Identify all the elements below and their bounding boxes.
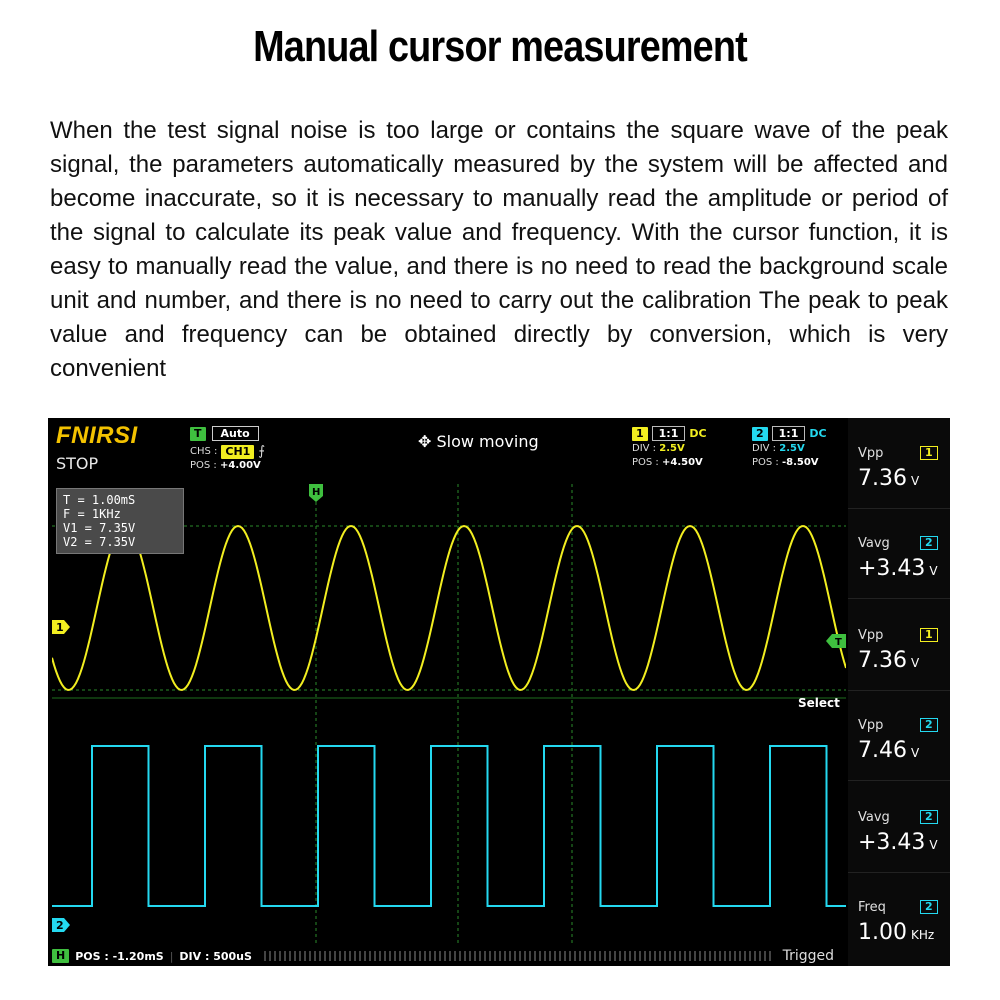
measurement-name: Vpp: [858, 718, 884, 733]
page-title: Manual cursor measurement: [253, 22, 747, 71]
measurement-name: Freq: [858, 900, 886, 915]
channel-1-settings[interactable]: [632, 426, 707, 469]
value-unit: V: [929, 838, 938, 852]
trigger-settings[interactable]: [190, 426, 265, 471]
channel-1-tag: 1: [632, 427, 648, 441]
timebase-scale: [264, 951, 771, 961]
value-unit: V: [929, 564, 938, 578]
trigger-pos-label: POS :: [190, 460, 217, 471]
cursor-frequency: F = 1KHz: [63, 507, 121, 521]
trigger-tag: T: [190, 427, 206, 441]
measurement-value: [858, 466, 919, 491]
channel-2-tag: 2: [752, 427, 768, 441]
value-number: 7.36: [858, 466, 907, 491]
value-unit: V: [910, 746, 920, 760]
channel-2-coupling: DC: [809, 427, 827, 440]
ch2-marker[interactable]: [52, 918, 70, 932]
cursor-readout-panel: [56, 488, 184, 554]
measurement-name: Vavg: [858, 536, 890, 551]
page-description: [50, 114, 948, 386]
trigger-pos-value: +4.00V: [219, 460, 261, 471]
trigger-level-label: T: [835, 637, 842, 648]
measurement-channel-badge: 1: [920, 446, 938, 460]
channel-2-div-label: DIV :: [752, 443, 777, 454]
measurement-item[interactable]: [848, 514, 950, 599]
value-unit: V: [910, 474, 920, 488]
channel-1-div: 2.5V: [659, 443, 685, 454]
measurement-name: Vpp: [858, 446, 884, 461]
value-unit: KHz: [910, 928, 935, 942]
measurement-channel-badge: 1: [920, 628, 938, 642]
channel-2-settings[interactable]: [752, 426, 827, 469]
horizontal-tag: H: [52, 949, 69, 963]
measurement-value: [858, 920, 934, 945]
measurement-value: [858, 830, 938, 855]
trigger-status: Trigged: [782, 948, 834, 964]
measurement-value: [858, 738, 919, 763]
channel-1-ratio: 1:1: [652, 426, 686, 441]
measurement-channel-badge: 2: [920, 536, 938, 550]
measurement-name: Vavg: [858, 810, 890, 825]
channel-2-pos-label: POS :: [752, 457, 779, 468]
horizontal-position[interactable]: POS : -1.20mS: [75, 949, 164, 963]
trigger-level-marker[interactable]: [826, 634, 846, 648]
measurement-name: Vpp: [858, 628, 884, 643]
cursor-v2: V2 = 7.35V: [63, 535, 136, 549]
channel-1-div-label: DIV :: [632, 443, 657, 454]
value-number: 1.00: [858, 920, 907, 945]
channel-2-ratio: 1:1: [772, 426, 806, 441]
edge-icon: ⨍: [258, 444, 266, 459]
separator: |: [169, 949, 174, 963]
chs-value[interactable]: CH1: [221, 445, 254, 459]
value-number: +3.43: [858, 556, 926, 581]
channel-2-waveform: [52, 746, 846, 906]
value-number: +3.43: [858, 830, 926, 855]
chs-label: CHS :: [190, 446, 218, 457]
ch1-marker-label: 1: [56, 621, 64, 634]
value-number: 7.46: [858, 738, 907, 763]
measurement-item[interactable]: [848, 696, 950, 781]
oscilloscope-screen: [48, 418, 950, 966]
ch1-marker[interactable]: [52, 620, 70, 634]
cursor-period: T = 1.00mS: [63, 493, 136, 507]
measurement-panel: [848, 418, 950, 966]
value-number: 7.36: [858, 648, 907, 673]
channel-2-div: 2.5V: [779, 443, 805, 454]
ch2-marker-label: 2: [56, 919, 64, 932]
brand-logo: FNIRSI: [56, 422, 138, 449]
measurement-channel-badge: 2: [920, 810, 938, 824]
move-mode-label[interactable]: ✥ Slow moving: [418, 432, 539, 451]
h-cursor-label: H: [312, 487, 321, 498]
measurement-channel-badge: 2: [920, 718, 938, 732]
channel-1-pos: +4.50V: [661, 457, 703, 468]
run-state[interactable]: STOP: [56, 454, 99, 473]
channel-2-pos: -8.50V: [781, 457, 819, 468]
timebase-div[interactable]: DIV : 500uS: [179, 949, 252, 963]
trigger-mode[interactable]: Auto: [212, 426, 259, 441]
measurement-item[interactable]: [848, 424, 950, 509]
measurement-value: [858, 648, 919, 673]
timebase-bar: [48, 946, 848, 966]
description-text: When the test signal noise is too large or contains the square wave of the peak signal, the parameters automatically measured by the system will be affected and become inaccurate, so it is necessary to manually read the amplitude or period of the signal to calculate its peak value and frequency. With the cursor function, it is easy to manually read the value, and there is no need to read the background scale unit and number, and there is no need to carry out the calibration The peak to peak value and frequency can be obtained directly by conversion, which is very convenient: [50, 117, 948, 382]
measurement-item[interactable]: [848, 606, 950, 691]
measurement-item[interactable]: [848, 788, 950, 873]
value-unit: V: [910, 656, 920, 670]
cursor-v1: V1 = 7.35V: [63, 521, 136, 535]
channel-1-coupling: DC: [689, 427, 707, 440]
measurement-item[interactable]: [848, 878, 950, 962]
channel-1-pos-label: POS :: [632, 457, 659, 468]
measurement-channel-badge: 2: [920, 900, 938, 914]
select-label[interactable]: Select: [798, 696, 840, 710]
h-cursor-marker[interactable]: [309, 484, 323, 502]
measurement-value: [858, 556, 938, 581]
